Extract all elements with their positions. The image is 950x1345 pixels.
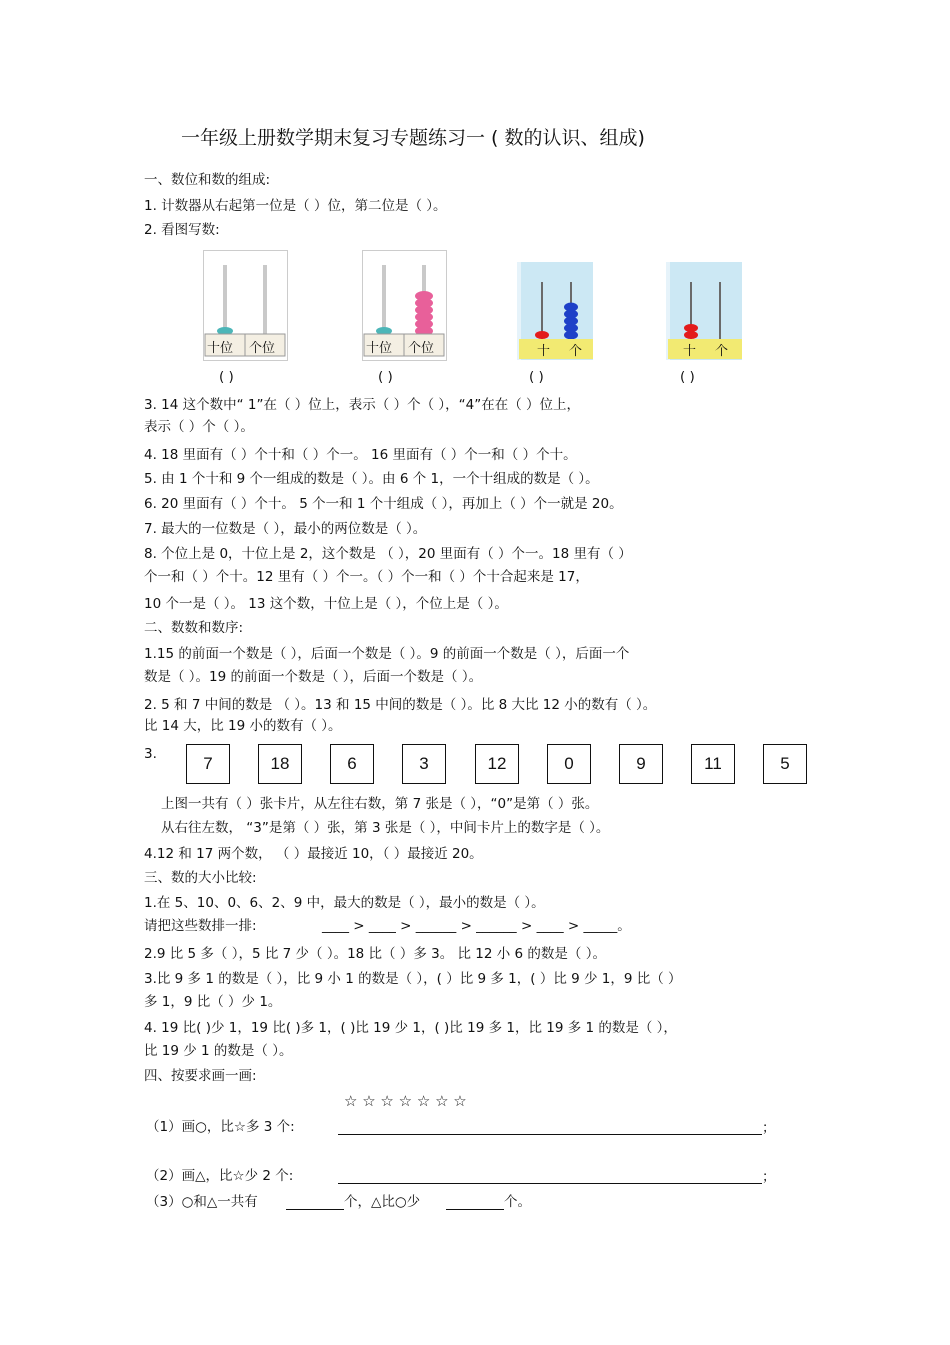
question-3-3b: 多 1，9 比（ ）少 1。: [144, 994, 282, 1010]
page-title: 一年级上册数学期末复习专题练习一 ( 数的认识、组成): [181, 127, 645, 149]
question-2-1a: 1.15 的前面一个数是（ ），后面一个数是（ ）。9 的前面一个数是（ ），后面一个: [144, 646, 630, 662]
abacus-3-tens-label: 十: [537, 344, 551, 359]
number-card: 9: [619, 744, 663, 784]
draw-line-2: [338, 1183, 762, 1184]
abacus-2-ones-label: 个位: [408, 341, 435, 356]
question-2-2a: 2. 5 和 7 中间的数是 （ ）。13 和 15 中间的数是（ ）。比 8 大比 12 小的数有（ ）。: [144, 697, 657, 713]
question-2-4: 4.12 和 17 两个数， （ ）最接近 10，（ ）最接近 20。: [144, 846, 483, 862]
question-2-2b: 比 14 大，比 19 小的数有（ ）。: [144, 718, 342, 734]
question-3-4a: 4. 19 比( )少 1，19 比( )多 1，( )比 19 少 1，( )比 19 多 1，比 19 多 1 的数是（ ），: [144, 1020, 677, 1036]
abacus-3-ones-label: 个: [569, 344, 583, 359]
abacus-1-ones-label: 个位: [249, 341, 276, 356]
number-card: 5: [763, 744, 807, 784]
question-1-8c: 10 个一是（ ）。 13 这个数，十位上是（ ），个位上是（ ）。: [144, 596, 508, 612]
abacus-1-answer: ( ): [219, 369, 234, 385]
abacus-2-tens-label: 十位: [366, 341, 393, 356]
stars-row: ☆ ☆ ☆ ☆ ☆ ☆ ☆: [344, 1092, 467, 1110]
question-1-1: 1. 计数器从右起第一位是（ ）位，第二位是（ ）。: [144, 198, 447, 214]
question-1-3b: 表示（ ）个（ ）。: [144, 419, 254, 435]
question-4-3-part3: 个。: [504, 1194, 531, 1210]
number-card: 0: [547, 744, 591, 784]
question-1-8b: 个一和（ ）个十。12 里有（ ）个一。（ ）个一和（ ）个十合起来是 17，: [144, 569, 589, 585]
draw-line-1: [338, 1134, 762, 1135]
question-1-5: 5. 由 1 个十和 9 个一组成的数是（ ）。由 6 个 1，一个十组成的数是（ ）。: [144, 471, 599, 487]
abacus-4-tens-label: 十: [683, 344, 697, 359]
number-card: 6: [330, 744, 374, 784]
abacus-1-tens-label: 十位: [207, 341, 234, 356]
section-4-heading: 四、按要求画一画:: [144, 1068, 257, 1084]
question-4-1: （1）画○，比☆多 3 个:: [146, 1119, 295, 1135]
number-card: 3: [402, 744, 446, 784]
question-1-7: 7. 最大的一位数是（ ），最小的两位数是（ ）。: [144, 521, 427, 537]
question-3-1b: 请把这些数排一排:: [144, 918, 257, 934]
answer-blank-2: [446, 1209, 504, 1210]
question-3-3a: 3.比 9 多 1 的数是（ ），比 9 小 1 的数是（ ），( ）比 9 多 1，( ）比 9 少 1，9 比（ ）: [144, 971, 682, 987]
section-2-heading: 二、数数和数序:: [144, 620, 244, 636]
question-2-3b: 从右往左数， “3”是第（ ）张，第 3 张是（ ），中间卡片上的数字是（ ）。: [161, 820, 610, 836]
abacus-image-3: [517, 262, 595, 362]
question-1-2: 2. 看图写数:: [144, 222, 220, 238]
number-card: 12: [475, 744, 519, 784]
question-1-4: 4. 18 里面有（ ）个十和（ ）个一。 16 里面有（ ）个一和（ ）个十。: [144, 447, 577, 463]
abacus-3-answer: ( ): [529, 369, 544, 385]
section-3-heading: 三、数的大小比较:: [144, 870, 257, 886]
question-4-2: （2）画△，比☆少 2 个:: [146, 1168, 294, 1184]
question-2-3a: 上图一共有（ ）张卡片，从左往右数，第 7 张是（ ），“0”是第（ ）张。: [161, 796, 599, 812]
number-card: 11: [691, 744, 735, 784]
abacus-4-answer: ( ): [680, 369, 695, 385]
question-2-3-label: 3.: [144, 746, 157, 762]
question-3-4b: 比 19 少 1 的数是（ ）。: [144, 1043, 293, 1059]
question-3-1a: 1.在 5、10、0、6、2、9 中，最大的数是（ ），最小的数是（ ）。: [144, 895, 545, 911]
question-1-6: 6. 20 里面有（ ）个十。 5 个一和 1 个十组成（ ），再加上（ ）个一就是 20。: [144, 496, 623, 512]
abacus-image-4: [666, 262, 744, 362]
question-4-3-part1: （3）○和△一共有: [146, 1194, 258, 1210]
question-3-2: 2.9 比 5 多（ ），5 比 7 少（ ）。18 比（ ）多 3。 比 12 小 6 的数是（ ）。: [144, 946, 606, 962]
abacus-4-ones-label: 个: [715, 344, 729, 359]
number-card: 7: [186, 744, 230, 784]
answer-blank-1: [286, 1209, 344, 1210]
question-2-1b: 数是（ ）。19 的前面一个数是（ ），后面一个数是（ ）。: [144, 669, 483, 685]
semicolon-1: ；: [762, 1120, 776, 1136]
question-1-3a: 3. 14 这个数中“ 1”在（ ）位上，表示（ ）个（ ），“4”在在（ ）位上，: [144, 397, 581, 413]
semicolon-2: ；: [762, 1169, 776, 1185]
number-card: 18: [258, 744, 302, 784]
ordering-blanks: ____ > ____ > ______ > ______ > ____ > _____。: [322, 918, 631, 934]
question-1-8a: 8. 个位上是 0，十位上是 2，这个数是 （ ），20 里面有（ ）个一。18 里有（ ）: [144, 546, 632, 562]
section-1-heading: 一、数位和数的组成:: [144, 172, 271, 188]
abacus-2-answer: ( ): [378, 369, 393, 385]
question-4-3-part2: 个，△比○少: [344, 1194, 421, 1210]
